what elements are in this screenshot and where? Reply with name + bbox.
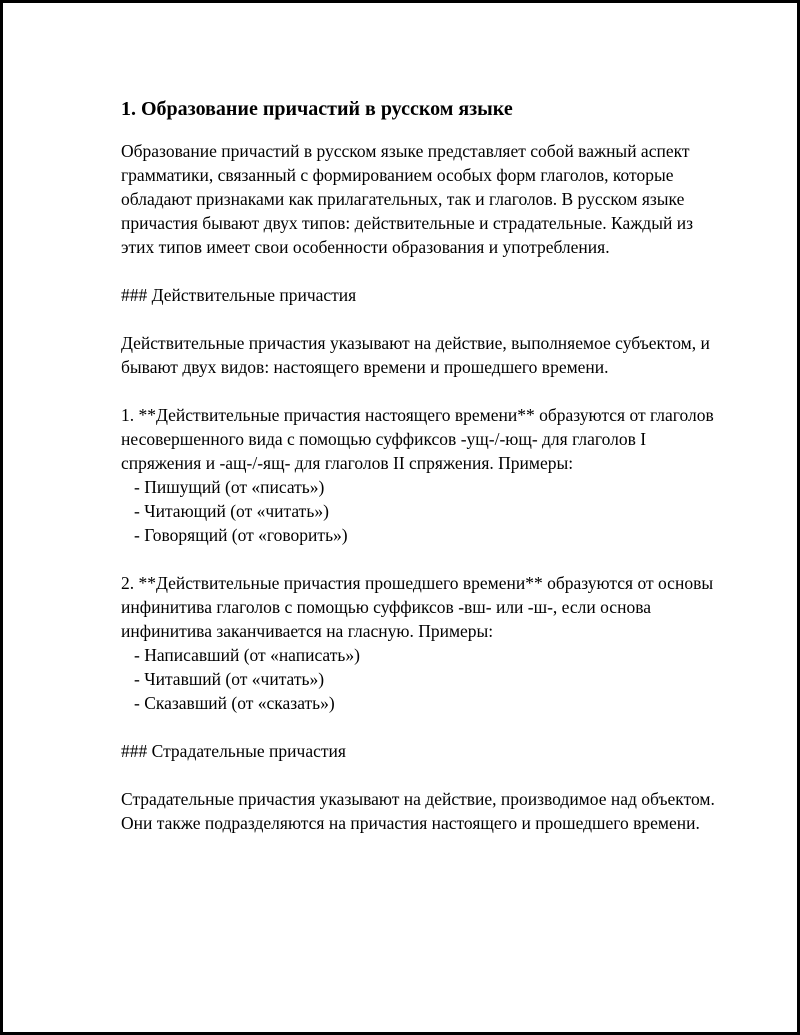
list-item: - Сказавший (от «сказать») — [134, 693, 335, 713]
list-item: - Написавший (от «написать») — [134, 645, 360, 665]
list-item: - Пишущий (от «писать») — [134, 477, 325, 497]
intro-paragraph: Образование причастий в русском языке представляет собой важный аспект грамматики, связанный с формированием особых форм глаголов, которые обладают признаками как прилагательных, так и глаголов. В русском языке причастия бывают двух типов: действительные и страдательные. Каждый из этих типов имеет свои особенности образования и употребления. — [121, 141, 693, 257]
active-past-examples — [121, 643, 721, 715]
passive-intro-paragraph: Страдательные причастия указывают на действие, производимое над объектом. Они также подразделяются на причастия настоящего и прошедшего времени. — [121, 789, 715, 833]
document-title: 1. Образование причастий в русском языке — [121, 98, 513, 120]
active-intro-paragraph: Действительные причастия указывают на действие, выполняемое субъектом, и бывают двух видов: настоящего времени и прошедшего времени. — [121, 333, 710, 377]
section-heading-passive: ### Страдательные причастия — [121, 741, 346, 761]
list-item: - Читавший (от «читать») — [134, 669, 325, 689]
active-past-item: 2. **Действительные причастия прошедшего времени** образуются от основы инфинитива глаголов с помощью суффиксов -вш- или -ш-, если основа инфинитива заканчивается на гласную. Примеры: — [121, 573, 714, 641]
document-content — [121, 95, 721, 859]
list-item: - Говорящий (от «говорить») — [134, 525, 348, 545]
list-item: - Читающий (от «читать») — [134, 501, 329, 521]
active-present-item: 1. **Действительные причастия настоящего времени** образуются от глаголов несовершенного вида с помощью суффиксов -ущ-/-ющ- для глаголов I спряжения и -ащ-/-ящ- для глаголов II спряжения. Примеры: — [121, 405, 714, 473]
active-present-examples — [121, 475, 721, 547]
section-heading-active: ### Действительные причастия — [121, 285, 357, 305]
